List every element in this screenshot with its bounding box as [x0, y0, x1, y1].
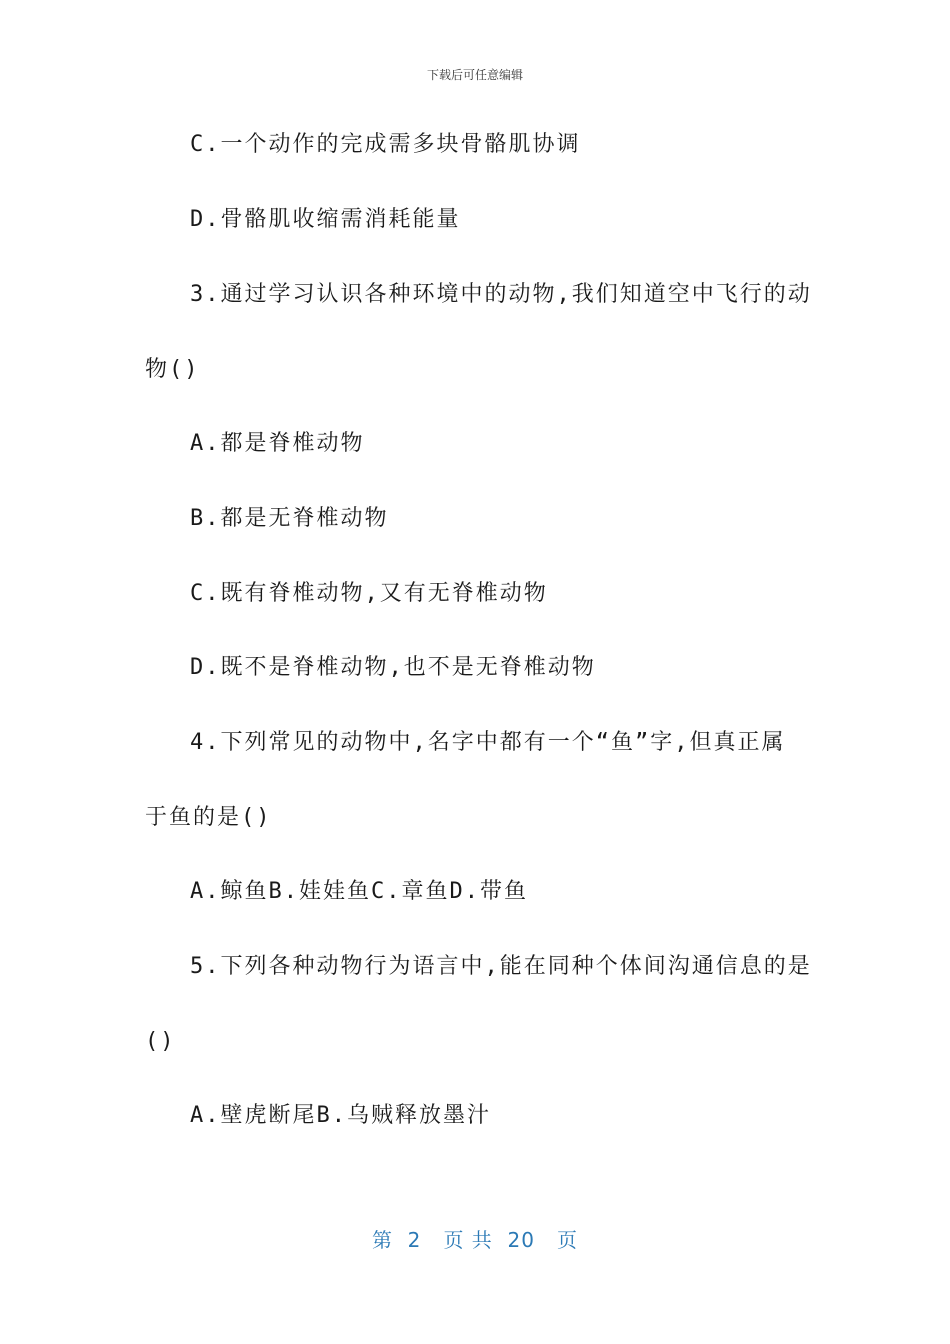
options-q4: A.鲸鱼B.娃娃鱼C.章鱼D.带鱼 [190, 879, 528, 904]
question-4-line-2: 于鱼的是() [145, 805, 272, 830]
options-q5: A.壁虎断尾B.乌贼释放墨汁 [190, 1103, 491, 1128]
option-c-q2: C.一个动作的完成需多块骨骼肌协调 [190, 132, 581, 157]
option-b-q3: B.都是无脊椎动物 [190, 506, 389, 531]
question-5-line-2: () [145, 1029, 176, 1054]
question-3-line-1: 3.通过学习认识各种环境中的动物,我们知道空中飞行的动 [190, 282, 812, 307]
option-a-q3: A.都是脊椎动物 [190, 431, 365, 456]
question-5-line-1: 5.下列各种动物行为语言中,能在同种个体间沟通信息的是 [190, 954, 812, 979]
question-3-line-2: 物() [145, 357, 200, 382]
page-number-footer: 第 2 页 共 20 页 [371, 1228, 579, 1252]
page-header: 下载后可任意编辑 [426, 68, 523, 82]
option-d-q3: D.既不是脊椎动物,也不是无脊椎动物 [190, 655, 596, 680]
option-d-q2: D.骨骼肌收缩需消耗能量 [190, 207, 461, 232]
option-c-q3: C.既有脊椎动物,又有无脊椎动物 [190, 581, 548, 606]
question-4-line-1: 4.下列常见的动物中,名字中都有一个“鱼”字,但真正属 [190, 730, 786, 755]
